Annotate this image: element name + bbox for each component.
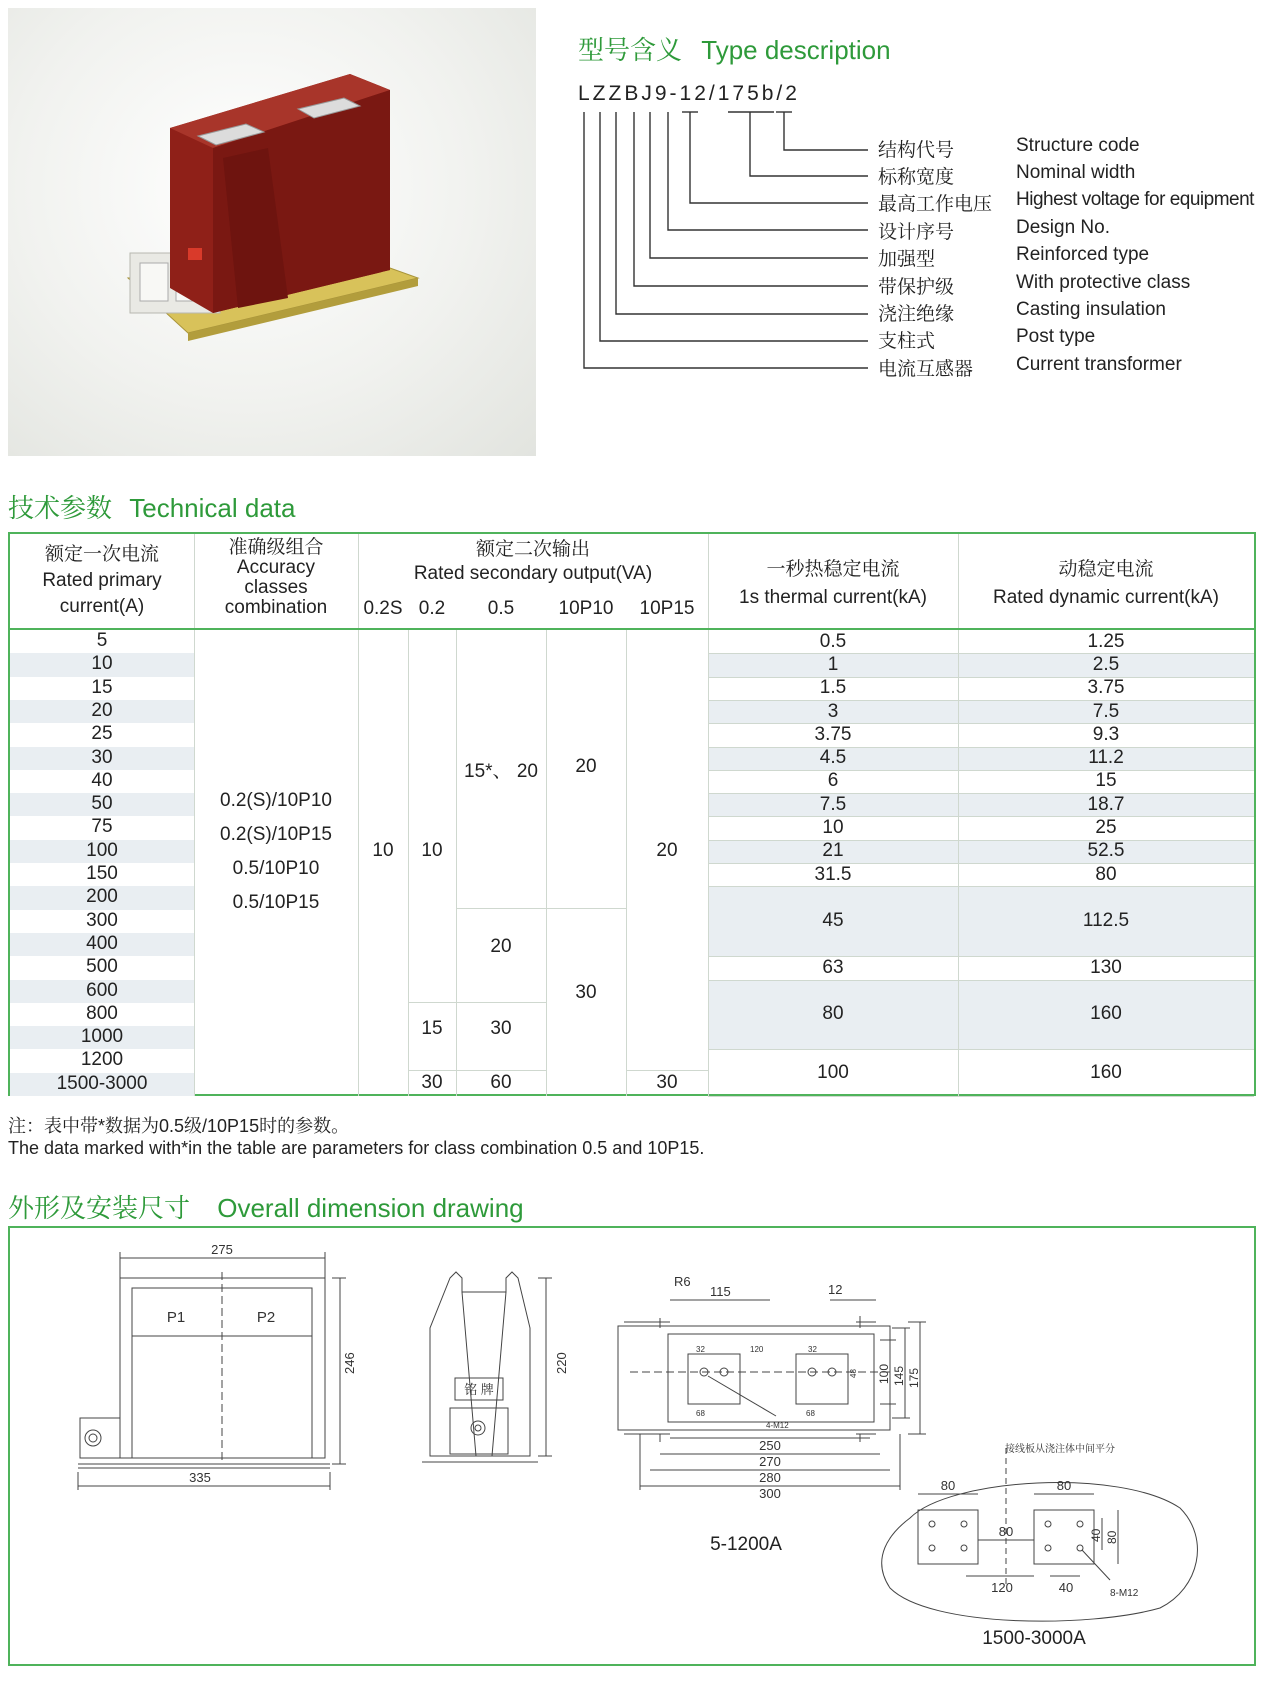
dim-front-width-top: 275 — [211, 1242, 233, 1257]
header-primary-en2: current(A) — [59, 596, 145, 617]
accuracy-combinations — [194, 784, 358, 920]
primary-current-cell: 15 — [91, 676, 113, 698]
dynamic-current-cell: 80 — [1095, 863, 1117, 885]
dim-bottom-12: 12 — [828, 1282, 843, 1297]
dimension-title-cn: 外形及安装尺寸 — [8, 1193, 191, 1223]
header-class-02s: 0.2S — [363, 598, 403, 619]
output-02-a: 10 — [421, 840, 443, 861]
primary-current-cell: 40 — [91, 769, 113, 791]
dim-big-screw: 8-M12 — [1110, 1588, 1139, 1599]
legend-en-2: Highest voltage for equipment — [1016, 189, 1254, 210]
output-05-c: 30 — [490, 1018, 512, 1039]
thermal-current-cell: 63 — [822, 956, 844, 978]
technical-data-table — [8, 532, 1256, 1096]
legend-en-3: Design No. — [1016, 217, 1110, 238]
dim-big-note: 接线板从浇注体中间平分 — [1005, 1444, 1115, 1455]
dim-bottom-r: R6 — [674, 1274, 691, 1289]
thermal-current-cell: 3.75 — [814, 723, 852, 745]
dim-bottom-68b: 68 — [806, 1409, 815, 1418]
dynamic-current-cell: 25 — [1095, 817, 1117, 839]
primary-current-cell: 1200 — [80, 1049, 124, 1071]
output-05-d: 60 — [490, 1072, 512, 1093]
header-accuracy-en3: combination — [224, 597, 328, 618]
header-accuracy-en2: classes — [244, 577, 308, 598]
output-02-c: 30 — [421, 1072, 443, 1093]
thermal-current-cell: 4.5 — [819, 747, 847, 769]
thermal-current-cell: 3 — [827, 700, 839, 722]
dim-big-80b: 80 — [1056, 1478, 1072, 1493]
legend-cn-1: 标称宽度 — [878, 167, 955, 188]
note-en: The data marked with*in the table are parameters for class combination 0.5 and 10P15. — [8, 1138, 705, 1158]
header-thermal-cn: 一秒热稳定电流 — [766, 559, 900, 580]
legend-cn-0: 结构代号 — [878, 140, 955, 161]
legend-cn-7: 支柱式 — [878, 331, 936, 352]
header-secondary-en: Rated secondary output(VA) — [413, 563, 653, 584]
primary-current-cell: 400 — [86, 932, 118, 954]
header-primary-cn: 额定一次电流 — [44, 544, 159, 565]
dimension-drawings — [10, 1228, 1254, 1664]
thermal-current-cell: 80 — [822, 1003, 844, 1025]
primary-current-cell: 500 — [86, 956, 118, 978]
dim-bottom-68a: 68 — [696, 1409, 705, 1418]
row-divider — [708, 1049, 1254, 1050]
dim-bottom-32a: 32 — [696, 1345, 705, 1354]
header-accuracy-en1: Accuracy — [236, 557, 316, 578]
primary-current-cell: 200 — [86, 886, 118, 908]
dim-big-40b: 40 — [1089, 1528, 1103, 1542]
dimension-drawing-box — [8, 1226, 1256, 1666]
primary-current-cell: 50 — [91, 793, 113, 815]
header-accuracy — [194, 538, 358, 618]
header-class-02: 0.2 — [418, 598, 446, 619]
dim-big-40a: 40 — [1058, 1580, 1074, 1595]
header-secondary — [358, 538, 708, 586]
output-10p10-b: 30 — [575, 982, 597, 1003]
legend-cn-5: 带保护级 — [878, 277, 955, 298]
accuracy-combo-2: 0.5/10P10 — [232, 858, 320, 879]
legend-cn-3: 设计序号 — [878, 222, 955, 243]
primary-current-cell: 20 — [91, 699, 113, 721]
dynamic-current-cell: 52.5 — [1087, 840, 1125, 862]
dynamic-current-cell: 9.3 — [1092, 723, 1120, 745]
thermal-current-cell: 21 — [822, 840, 844, 862]
dim-front-p1: P1 — [166, 1309, 186, 1326]
header-class-05: 0.5 — [487, 598, 515, 619]
header-primary-en1: Rated primary — [42, 570, 162, 591]
output-10p10-a: 20 — [575, 756, 597, 777]
thermal-current-cell: 10 — [822, 817, 844, 839]
primary-current-cell: 5 — [96, 630, 108, 651]
thermal-current-cell: 31.5 — [814, 863, 852, 885]
header-secondary-cn: 额定二次输出 — [475, 539, 590, 560]
table-header — [10, 534, 1254, 630]
legend-cn-2: 最高工作电压 — [878, 194, 993, 215]
dim-bottom-145: 145 — [892, 1365, 906, 1386]
technical-data-title-cn: 技术参数 — [8, 493, 113, 523]
dim-bottom-300: 300 — [759, 1486, 781, 1501]
row-divider — [708, 1096, 1254, 1097]
header-dynamic-cn: 动稳定电流 — [1058, 559, 1154, 580]
legend-en-4: Reinforced type — [1016, 244, 1150, 265]
row-divider — [708, 886, 1254, 887]
dim-side-plate: 铭 牌 — [464, 1382, 494, 1397]
dim-big-80c: 80 — [998, 1524, 1014, 1539]
header-thermal — [708, 556, 958, 612]
output-05-a: 15*、 20 — [464, 761, 538, 782]
primary-current-cell: 10 — [91, 653, 113, 675]
dynamic-current-cell: 160 — [1090, 1003, 1122, 1025]
legend-en-5: With protective class — [1016, 272, 1191, 293]
output-02s: 10 — [372, 840, 394, 861]
legend-cn-8: 电流互感器 — [878, 359, 974, 380]
header-class-10p10: 10P10 — [558, 598, 614, 619]
primary-current-cell: 25 — [91, 723, 113, 745]
dynamic-current-cell: 2.5 — [1092, 653, 1120, 675]
legend-en-8: Current transformer — [1016, 354, 1182, 375]
type-description-title-cn: 型号含义 — [578, 35, 683, 65]
output-10p15-b: 30 — [656, 1072, 678, 1093]
dim-bottom-280: 280 — [759, 1470, 781, 1485]
thermal-current-cell: 100 — [817, 1061, 849, 1083]
output-10p15-a: 20 — [656, 840, 678, 861]
dim-front-width-bottom: 335 — [189, 1470, 211, 1485]
dim-front-height: 246 — [342, 1352, 357, 1374]
thermal-current-cell: 1 — [827, 653, 839, 675]
dim-bottom-48: 48 — [849, 1369, 858, 1378]
product-photo — [8, 8, 536, 456]
header-dynamic-en: Rated dynamic current(kA) — [993, 587, 1219, 608]
dimension-title — [8, 1188, 524, 1225]
legend-cn-4: 加强型 — [878, 249, 936, 270]
dim-big-80v: 80 — [1105, 1530, 1119, 1544]
type-description-title — [578, 30, 891, 67]
primary-current-cell: 100 — [86, 839, 118, 861]
primary-current-cell: 30 — [91, 746, 113, 768]
thermal-current-cell: 7.5 — [819, 793, 847, 815]
type-description-title-en: Type description — [701, 35, 891, 65]
thermal-current-cell: 0.5 — [819, 630, 847, 652]
header-accuracy-cn: 准确级组合 — [228, 537, 324, 558]
accuracy-combo-1: 0.2(S)/10P15 — [220, 824, 332, 845]
dynamic-current-cell: 1.25 — [1087, 630, 1125, 652]
primary-current-cell: 75 — [91, 816, 113, 838]
dim-bottom-screw: 4-M12 — [766, 1421, 789, 1430]
legend-cn-6: 浇注绝缘 — [878, 304, 955, 325]
dim-bottom-270: 270 — [759, 1454, 781, 1469]
note-cn: 注：表中带*数据为0.5级/10P15时的参数。 — [8, 1116, 350, 1136]
thermal-current-cell: 1.5 — [819, 677, 847, 699]
dynamic-current-cell: 130 — [1090, 956, 1122, 978]
dim-bottom-115: 115 — [710, 1284, 731, 1299]
technical-data-title — [8, 488, 295, 525]
dim-side-height: 220 — [554, 1352, 569, 1374]
thermal-current-cell: 6 — [827, 770, 839, 792]
dim-big-120: 120 — [991, 1580, 1013, 1595]
model-code: LZZBJ9-12/175b/2 — [578, 82, 800, 105]
model-code-leader-lines — [578, 108, 888, 378]
dim-bottom-32b: 32 — [808, 1345, 817, 1354]
dynamic-current-cell: 15 — [1095, 770, 1117, 792]
dim-bottom-100: 100 — [877, 1363, 891, 1384]
output-02-b: 15 — [421, 1018, 443, 1039]
header-primary — [10, 542, 194, 620]
primary-current-cell: 1000 — [80, 1026, 124, 1048]
legend-en-1: Nominal width — [1016, 162, 1136, 183]
caption-1500-3000a: 1500-3000A — [982, 1628, 1086, 1649]
dim-front-p2: P2 — [256, 1309, 276, 1326]
caption-5-1200a: 5-1200A — [710, 1534, 782, 1555]
accuracy-combo-0: 0.2(S)/10P10 — [220, 790, 332, 811]
thermal-current-cell: 45 — [822, 910, 844, 932]
dimension-title-en: Overall dimension drawing — [217, 1193, 524, 1223]
primary-current-cell: 800 — [86, 1002, 118, 1024]
legend-en-0: Structure code — [1016, 135, 1140, 156]
output-05-b: 20 — [490, 936, 512, 957]
primary-current-cell: 600 — [86, 979, 118, 1001]
dynamic-current-cell: 160 — [1090, 1061, 1122, 1083]
accuracy-combo-3: 0.5/10P15 — [232, 892, 320, 913]
row-divider — [708, 980, 1254, 981]
dim-bottom-250: 250 — [759, 1438, 781, 1453]
dim-big-80a: 80 — [940, 1478, 956, 1493]
legend-en-7: Post type — [1016, 326, 1096, 347]
dynamic-current-cell: 112.5 — [1082, 910, 1130, 932]
header-dynamic — [958, 556, 1254, 612]
header-class-10p15: 10P15 — [639, 598, 695, 619]
legend-en-6: Casting insulation — [1016, 299, 1166, 320]
dim-bottom-120: 120 — [750, 1345, 764, 1354]
dim-bottom-175: 175 — [907, 1367, 921, 1388]
dynamic-current-cell: 18.7 — [1087, 793, 1125, 815]
dynamic-current-cell: 11.2 — [1088, 747, 1124, 769]
primary-current-cell: 150 — [86, 863, 118, 884]
dynamic-current-cell: 3.75 — [1087, 677, 1125, 699]
header-thermal-en: 1s thermal current(kA) — [739, 587, 927, 608]
primary-current-cell: 300 — [86, 909, 118, 931]
technical-data-title-en: Technical data — [129, 493, 296, 523]
primary-current-cell: 1500-3000 — [56, 1072, 148, 1094]
dynamic-current-cell: 7.5 — [1092, 700, 1120, 722]
transformer-illustration — [8, 8, 536, 456]
